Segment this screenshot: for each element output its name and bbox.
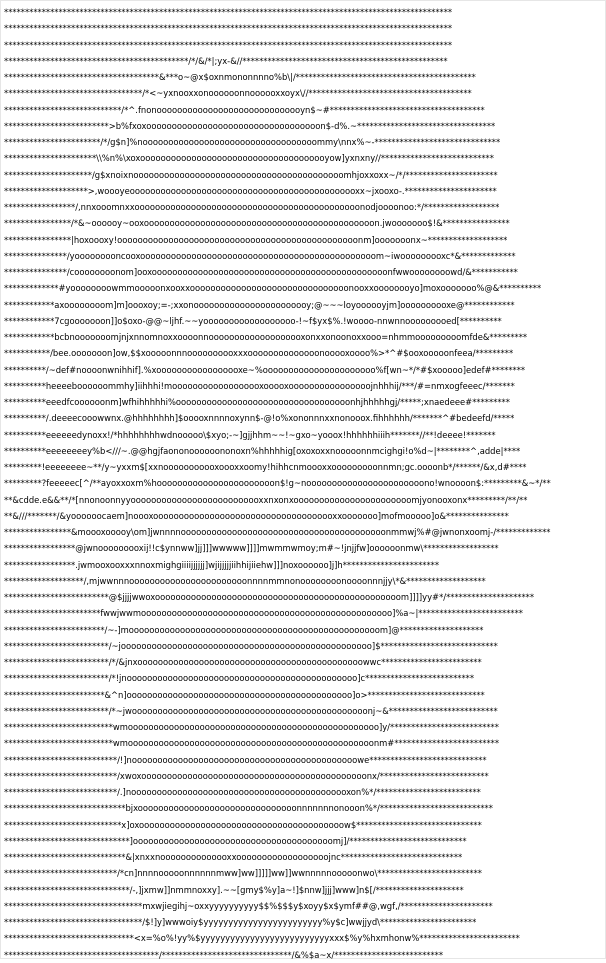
ascii-art-line: *************************/*~jwoooooooooooooooooooooooooooooooooooooooooooooonj~&**************************	[4, 705, 498, 716]
ascii-art-line: **********eeeeeedynoxx!/*hhhhhhhhwdnooooo\$xyo;-~]gjjhhm~~!~gxo~yooox!hhhhhhiiih*******//**!deeee!*******	[4, 429, 496, 440]
ascii-art-line: *************************/~jooooooooooooooooooooooooooooooooooooooooooooooooo]$****************************	[4, 640, 498, 651]
ascii-art-line: **&cdde.e&&**/*[nnonoonnyyoooooooooooooooooooooooooxxnxonxooooooooooooooooooooooomjyonooxonx*********/**/**	[4, 494, 528, 505]
ascii-art-line: ************7cgooooooon]]o$oxo-@@~ljhf.~~yoooooooooooooooooo-!~f$yx$%.!woooo-nnwnnooooooooed[**********	[4, 315, 502, 326]
ascii-art-line: *********************************/*<~yxnooxxonoooooonnoooooxxoyx\//***************************************	[4, 88, 472, 99]
ascii-art-line: **********************\\%n%\xoxooooooooooooooooooooooooooooooooooooyow]yxnxny//***************************	[4, 153, 494, 164]
ascii-art-line: ********************************************/*/&/*|;yx-&//*************************************************	[4, 55, 448, 66]
ascii-art-line: ***************************/.]nooooooooooooooooooooooooooooooooooooooooooxon%*/*************************	[4, 787, 481, 797]
ascii-art-line: ****************|hoxoooxy!ooooooooooooooooooooooooooooooooooooooooooooooonm]ooooooonx~*******************	[4, 234, 508, 245]
ascii-art-line: *******************************<x=%o%!yy%$yyyyyyyyyyyyyyyyyyyyyyyyyyxxx$%y%hxmhonw%************************	[4, 933, 520, 944]
ascii-art-line: ******************************]ooooooooooooooooooooooooooooooooooooooomj]/****************************	[4, 835, 467, 846]
ascii-art-line: **********/.deeeecooowwnx.@hhhhhhhh]$ooooxnnnnoxynn$-@!o%xononnnxxnonooox.fihhhhhh/*******^#bedeefd/*****	[4, 413, 515, 424]
ascii-art-line: ****************************x]oxoooooooooooooooooooooooooooooooooooooooow$******************************	[4, 819, 482, 830]
ascii-art-line: *****************.jwmooxooxxxnnoxmighgiiiijjjjjj]wjijjjjjiihhijiiehw]]]noxoooooo]j]h***********************	[4, 559, 440, 570]
ascii-art-line: *************************************&***o~@x$oxnmononnnno%b\|/*******************************************	[4, 72, 476, 82]
ascii-art-line: *************#yoooooooowmmooooonxooxxooooooooooooooooooooooooooooooonooxxoooooooyo]moxooooooo%@&**********	[4, 283, 542, 294]
ascii-art-line: *************************@$jjjjwwoxoooooooooooooooooooooooooooooooooooooooooooooooom]]]]yy#*/*********************	[4, 592, 535, 602]
ascii-art-line: **********/~def#noooonwnihhif].%xooooooooooooooooxe~%oooooooooooooooooooooo%f[wn~*/*#$xooooo]edef#********	[4, 364, 526, 375]
ascii-art-line: *****************************&|xnxxnoooooooooooooxxoooooooooooooooooojnc*****************************	[4, 852, 463, 862]
ascii-art-block	[4, 4, 604, 963]
ascii-art-line: ********************>,woooyeooooooooooooooooooooooooooooooooooooooooooooxx~jxooxo-.**********************	[4, 185, 497, 196]
ascii-art-line: **************************wmooooooooooooooooooooooooooooooooooooooooooooooooo]y/**************************	[4, 722, 499, 732]
ascii-art-line: *********************************mxwjiegihj~oxxyyyyyyyyyy$$%$$$y$xoyy$x$ymf##@,wgf,/**********************	[4, 900, 493, 911]
ascii-art-line: *********************************/$!]y]wwwoiy$yyyyyyyyyyyyyyyyyyyyyyyy%y$c]wwjjyd\***********************	[4, 917, 477, 927]
ascii-art-line: **************************wmoooooooooooooooooooooooooooooooooooooooooooooooonm#*************************	[4, 738, 500, 749]
ascii-art-line: ******************************/-,]jxmw]]nmmnoxxy].~~[gmy$%y]a~!]$nnw]jjj]www]n$[/*********************	[4, 884, 464, 895]
ascii-art-line: **********heeeeboooooommhy]iihhhi!moooooooooooooooooxooooxoooooooooooooooojnhhhij/***/#=nmxogfeeec/*******	[4, 380, 515, 391]
ascii-art-line: **********eeeeeeeey%b<///~.@@hgjfaononoooooononoxn%hhhhhig[oxoxoxxnooooonnmcighgi!o%d~|********^,adde|****	[4, 445, 521, 456]
ascii-art-line: **********eeedfcoooooonm]wfhihhhhhi%oooooooooooooooooooooooooooooooooonhjhhhhhgj/*****;xnaedeee#*********	[4, 397, 510, 407]
ascii-art-line: ************axoooooooom]m]oooxoy;=-;xxonooooooooooooooooooooooy;@~~~loyoooooyjm]oooooooooxe@************	[4, 299, 515, 310]
ascii-art-line: ***********/bee.ooooooon]ow,$$xooooonnnoooooooooxxxoooooooooooooonooooxoooo%>*^#$ooxooooonfeea/*********	[4, 348, 514, 359]
ascii-art-line: ***********************************************************************************************************	[4, 7, 453, 17]
ascii-art-line: ****************/*&~oooooy~ooxooooooooooooooooooooooooooooooooooooooooooooon.jwooooooo$!&****************	[4, 218, 510, 229]
ascii-art-line: ***************/coooooooonom]ooxoooooooooooooooooooooooooooooooooooooooooooooonfwwoooooooowd/&***********	[4, 267, 518, 277]
ascii-art-line: *********************/g$xnoixnooooooooooooooooooooooooooooooooooooooooomhjoxxoxx~/*/**********************	[4, 169, 498, 180]
ascii-art-line: ************************/~-]mooooooooooooooooooooooooooooooooooooooooooooooooom]@********************	[4, 624, 484, 635]
ascii-art-line: ***************************/*cn]nnnnooooonnnnnnmww]ww]]]]]ww]]wwnnnnnooooonwo\*************************	[4, 868, 482, 879]
ascii-art-line: *************************>b%fxoxoooooooooooooooooooooooooooooooooon$-d%.~*********************************	[4, 120, 496, 131]
ascii-art-line: ************************&^n]oooooooooooooooooooooooooooooooooooooooooooo]o>****************************	[4, 689, 485, 700]
ascii-art-line: ***********************/*/g$n]%noooooooooooooooooooooooooooooooooommy\nnx%~-******************************	[4, 137, 501, 147]
ascii-art-line: *****************/,nnxooomnxxoooooooooooooooooooooooooooooooooooooooooooonodjoooonoo:*/******************	[4, 202, 500, 212]
ascii-art-line: *****************************bjxooooooooooooooooooooooooooooooonnnnnnnonooon%*/***************************	[4, 803, 493, 814]
ascii-art-line: ***************************/!]noooooooooooooooooooooooooooooooooooooooooooowe****************************	[4, 754, 487, 765]
ascii-art-line: **&///*******/&yoooooocaem]noooxoooooooooooooooooooooooooooooooooooxxooooooo]mofmooooo]o&***************	[4, 510, 509, 521]
ascii-art-line: *******************/,mjwwnnnooooooooooooooooooooooonnnnmmnonoooooooonoooonnnjjy\*&*******************	[4, 575, 486, 586]
ascii-art-line: *****************@jwnooooooooxij!!c$ynnww]jj]]]wwwww]]]]mwmmwmoy;m#~!jnjjfw]oooooonmw\******************	[4, 543, 499, 554]
ascii-art-line: *************************************/*******************************/&%$a~x/**************************	[4, 949, 444, 960]
ascii-art-line: ***********************fwwjwwmooooooooooooooooooooooooooooooooooooooooooooooooo]%a~|*************************	[4, 608, 523, 619]
ascii-art-line: ***********************************************************************************************************	[4, 39, 453, 50]
ascii-art-line: ****************&moooxooooy\om]jwnnnnoooooooooooooooooooooooooooooooooooooooonmmwj%#@jwnonxoomj-/*************	[4, 527, 551, 537]
ascii-art-line: ***************/yooooooooncooxoooooooooooooooooooooooooooooooooooooooooooooom~iwooooooooxc*&*************	[4, 250, 516, 261]
ascii-art-line: ***********************************************************************************************************	[4, 23, 453, 34]
ascii-art-line: *************************/*!jnooooooooooooooooooooooooooooooooooooooooooooo]c**************************	[4, 673, 475, 684]
ascii-art-line: ***************************/xwoxoooooooooooooooooooooooooooooooooooooooooooonx/**************************	[4, 770, 489, 781]
ascii-art-line: *********?feeeeec[^/**ayoxxoxm%hooooooooooooooooooooooon$!g~nooooooooooooooooooooooono!wnoooon$:*********&~*/**	[4, 478, 551, 489]
ascii-art-line: *************************/*/&jnxoooooooooooooooooooooooooooooooooooooooooooowwc************************	[4, 657, 482, 667]
ascii-art-line: ****************************/*^.fnonooooooooooooooooooooooooooooyn$~#*************************************	[4, 104, 485, 115]
ascii-art-line: *********!eeeeeeee~**/y~yxxm$[xxnooooooooooxoooxxoomy!hihhcnmoooxxooooooooonnmn;gc.oooonb*/******/&x,d#****	[4, 462, 527, 472]
ascii-art-line: ************bcbnooooooomjnjxnnomnoxxoooonnooooooooooooooooooxonxxonoonoxxooo=nhmmooooooooomfde&*********	[4, 332, 528, 342]
